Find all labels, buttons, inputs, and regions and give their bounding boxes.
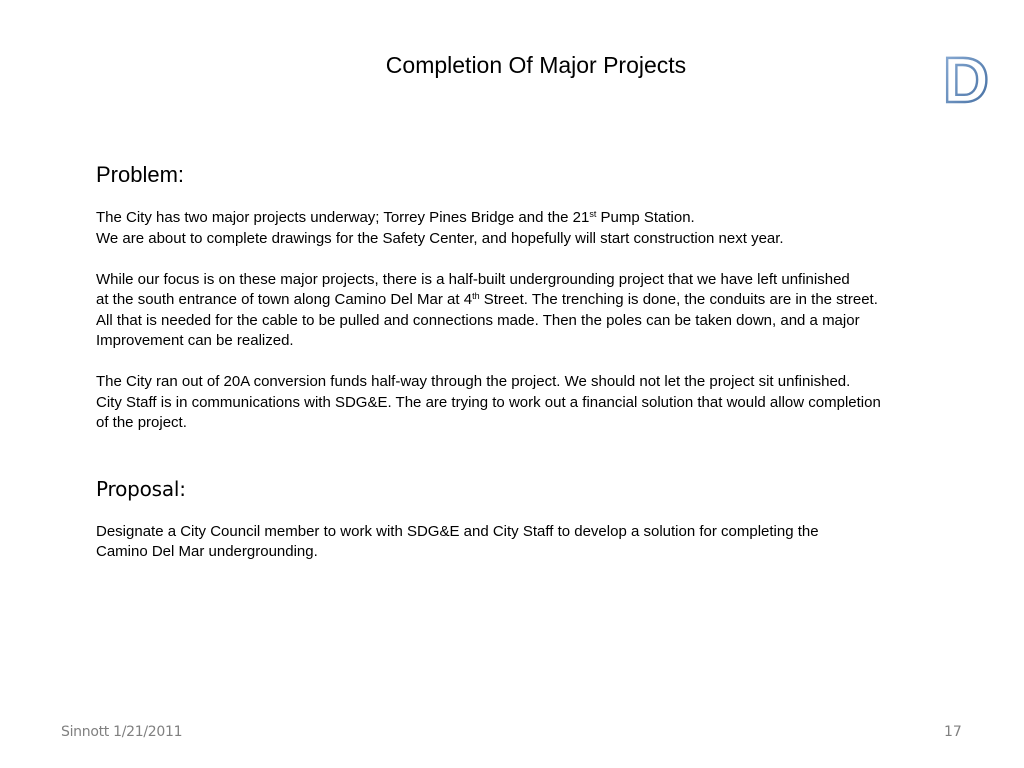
page-number: 17 — [944, 724, 962, 740]
text-line: City Staff is in communications with SDG&E. The are trying to work out a financial solution that would allow completion — [96, 393, 881, 411]
text-line — [96, 290, 1016, 311]
proposal-heading: Proposal: — [96, 476, 186, 501]
text-line: Designate a City Council member to work with SDG&E and City Staff to develop a solution for completing the — [96, 522, 819, 540]
problem-heading: Problem: — [96, 162, 185, 187]
letter-d-icon — [938, 44, 994, 112]
text-line: of the project. — [96, 414, 187, 431]
text-line: Improvement can be realized. — [96, 332, 294, 349]
problem-paragraph-2 — [96, 270, 1016, 352]
slide-title: Completion Of Major Projects — [385, 52, 687, 78]
text-segment: Pump Station. — [596, 209, 695, 226]
text-line: While our focus is on these major projects, there is a half-built undergrounding project that we have left unfinished — [96, 270, 850, 288]
problem-paragraph-3 — [96, 372, 1016, 434]
problem-paragraph-1 — [96, 208, 1016, 249]
text-line — [96, 208, 1016, 229]
footer-author-date: Sinnott 1/21/2011 — [61, 724, 183, 740]
text-line: All that is needed for the cable to be pulled and connections made. Then the poles can be taken down, and a major — [96, 311, 860, 329]
text-line: Camino Del Mar undergrounding. — [96, 543, 318, 560]
text-segment: at the south entrance of town along Camino Del Mar at 4 — [96, 291, 473, 308]
ordinal-suffix: st — [589, 209, 597, 219]
corner-letter: D — [942, 44, 990, 112]
proposal-paragraph — [96, 522, 1016, 563]
text-segment: The City has two major projects underway; Torrey Pines Bridge and the 21 — [96, 209, 590, 226]
text-line: The City ran out of 20A conversion funds half-way through the project. We should not let the project sit unfinished. — [96, 373, 851, 390]
text-segment: Street. The trenching is done, the conduits are in the street. — [479, 291, 878, 308]
slide-body — [96, 162, 1016, 563]
ordinal-suffix: th — [472, 291, 480, 301]
text-line: We are about to complete drawings for the Safety Center, and hopefully will start construction next year. — [96, 229, 784, 247]
